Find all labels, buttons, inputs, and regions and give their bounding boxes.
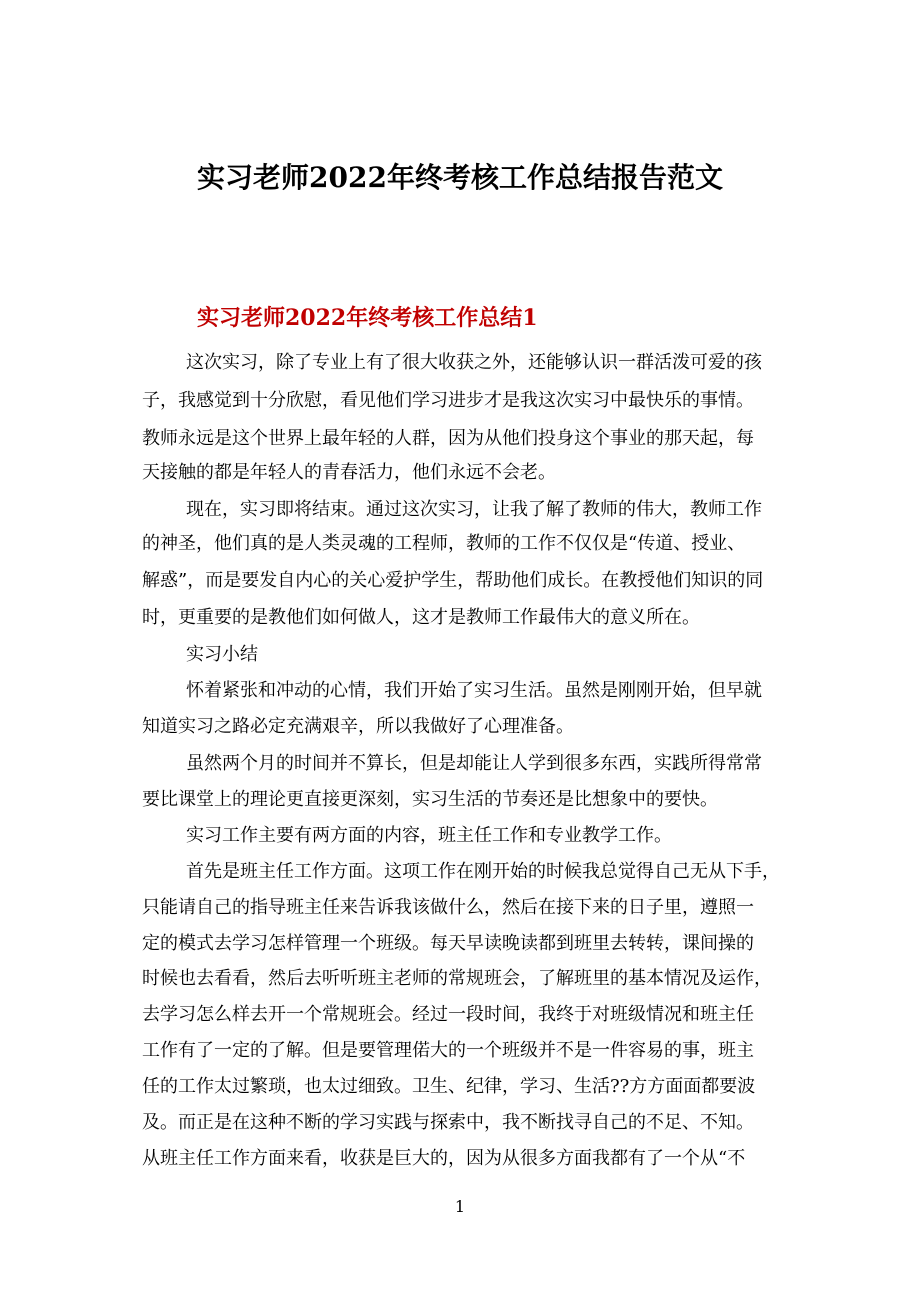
paragraph-line: 虽然两个月的时间并不算长，但是却能让人学到很多东西，实践所得常常	[186, 753, 762, 774]
paragraph-line: 天接触的都是年轻人的青春活力，他们永远不会老。	[142, 462, 556, 483]
paragraph-line: 时候也去看看，然后去听听班主老师的常规班会，了解班里的基本情况及运作，	[142, 968, 772, 989]
paragraph-line: 定的模式去学习怎样管理一个班级。每天早读晚读都到班里去转转，课间操的	[142, 933, 754, 954]
paragraph-line: 从班主任工作方面来看，收获是巨大的，因为从很多方面我都有了一个从“不	[142, 1148, 746, 1169]
paragraph-line: 知道实习之路必定充满艰辛，所以我做好了心理准备。	[142, 716, 574, 737]
paragraph-line: 教师永远是这个世界上最年轻的人群，因为从他们投身这个事业的那天起，每	[142, 428, 754, 449]
paragraph-line: 解惑”，而是要发自内心的关心爱护学生，帮助他们成长。在教授他们知识的同	[142, 570, 764, 591]
paragraph-line: 的神圣，他们真的是人类灵魂的工程师，教师的工作不仅仅是“传道、授业、	[142, 533, 746, 554]
paragraph-line: 去学习怎么样去开一个常规班会。经过一段时间，我终于对班级情况和班主任	[142, 1004, 754, 1025]
section-heading: 实习老师2022年终考核工作总结1	[197, 305, 538, 331]
paragraph-line: 现在，实习即将结束。通过这次实习，让我了解了教师的伟大，教师工作	[186, 499, 762, 520]
paragraph-line: 实习工作主要有两方面的内容，班主任工作和专业教学工作。	[186, 825, 672, 846]
paragraph-line: 及。而正是在这种不断的学习实践与探索中，我不断找寻自己的不足、不知。	[142, 1112, 754, 1133]
document-title: 实习老师2022年终考核工作总结报告范文	[197, 161, 723, 194]
paragraph-line: 只能请自己的指导班主任来告诉我该做什么，然后在接下来的日子里，遵照一	[142, 897, 754, 918]
subheading-line: 实习小结	[186, 644, 258, 665]
paragraph-line: 时，更重要的是教他们如何做人，这才是教师工作最伟大的意义所在。	[142, 607, 700, 628]
page-number: 1	[454, 1197, 466, 1216]
paragraph-line: 子，我感觉到十分欣慰，看见他们学习进步才是我这次实习中最快乐的事情。	[142, 390, 754, 411]
paragraph-line: 这次实习，除了专业上有了很大收获之外，还能够认识一群活泼可爱的孩	[186, 352, 762, 373]
paragraph-line: 工作有了一定的了解。但是要管理偌大的一个班级并不是一件容易的事，班主	[142, 1040, 754, 1061]
paragraph-line: 首先是班主任工作方面。这项工作在刚开始的时候我总觉得自己无从下手，	[186, 861, 780, 882]
paragraph-line: 怀着紧张和冲动的心情，我们开始了实习生活。虽然是刚刚开始，但早就	[186, 680, 762, 701]
paragraph-line: 要比课堂上的理论更直接更深刻，实习生活的节奏还是比想象中的要快。	[142, 789, 718, 810]
paragraph-line: 任的工作太过繁琐，也太过细致。卫生、纪律，学习、生活??方方面面都要波	[142, 1076, 756, 1097]
